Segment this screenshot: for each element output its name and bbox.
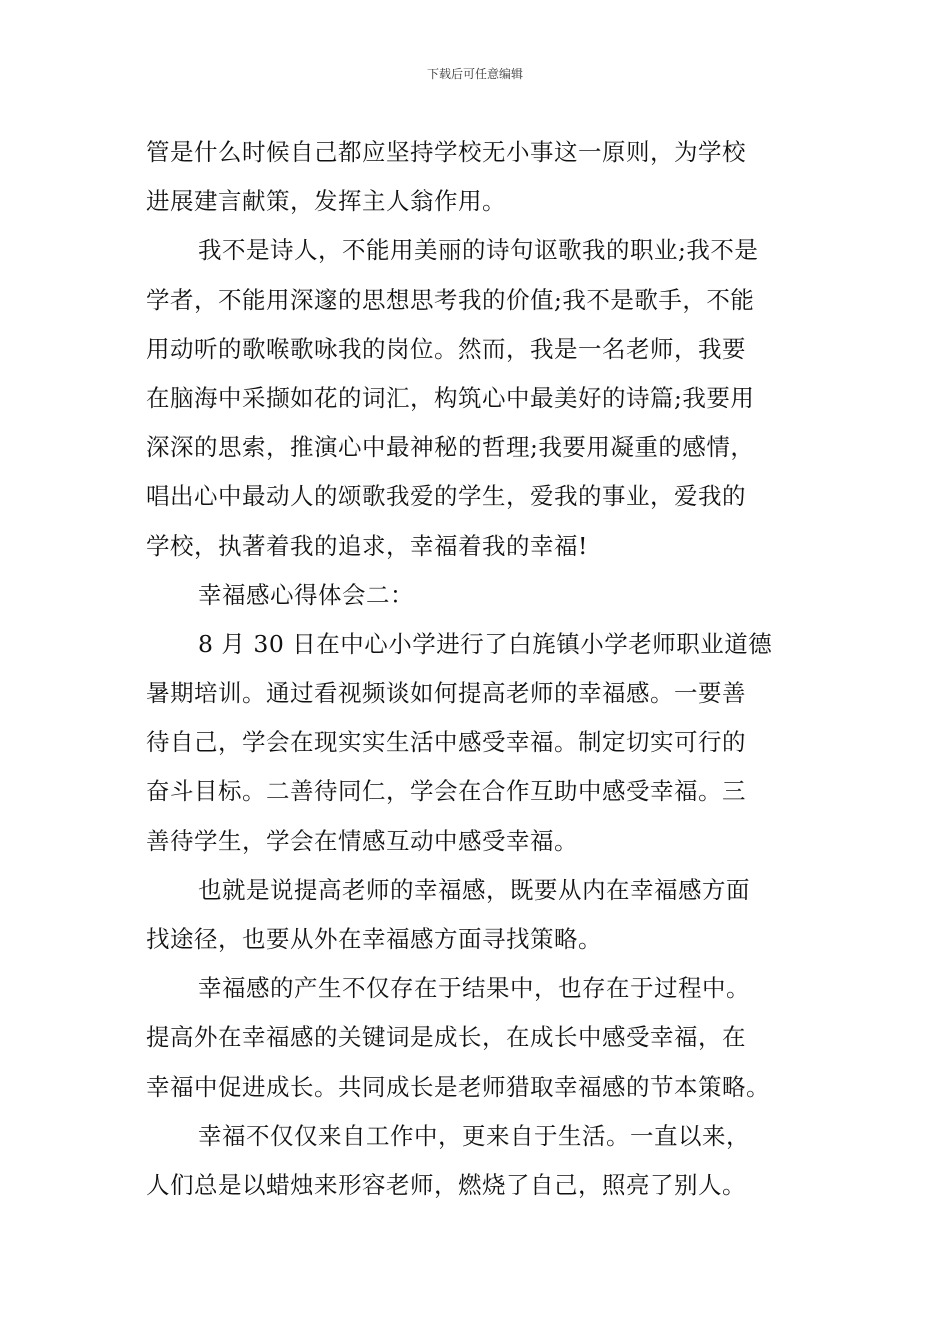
text-line: 幸福感的产生不仅存在于结果中，也存在于过程中。	[198, 974, 750, 1003]
text-line: 暑期培训。通过看视频谈如何提高老师的幸福感。一要善	[146, 679, 746, 708]
page-header: 下载后可任意编辑	[426, 67, 523, 81]
text-line: 幸福中促进成长。共同成长是老师猎取幸福感的节本策略。	[146, 1072, 770, 1101]
text-line: 幸福感心得体会二：	[198, 580, 414, 609]
text-line: 提高外在幸福感的关键词是成长，在成长中感受幸福，在	[146, 1023, 746, 1052]
text-line: 学校，执著着我的追求，幸福着我的幸福!	[146, 531, 588, 560]
text-line: 进展建言献策，发挥主人翁作用。	[146, 187, 506, 216]
text-line: 幸福不仅仅来自工作中，更来自于生活。一直以来，	[198, 1121, 750, 1150]
text-line: 用动听的歌喉歌咏我的岗位。然而，我是一名老师，我要	[146, 334, 746, 363]
document-body	[146, 128, 808, 1210]
text-line: 管是什么时候自己都应坚持学校无小事这一原则，为学校	[146, 138, 746, 166]
text-line: 深深的思索，推演心中最神秘的哲理;我要用凝重的感情，	[146, 433, 755, 462]
text-line: 唱出心中最动人的颂歌我爱的学生，爱我的事业，爱我的	[146, 482, 746, 511]
text-line: 待自己，学会在现实实生活中感受幸福。制定切实可行的	[146, 728, 746, 757]
text-line: 善待学生，学会在情感互动中感受幸福。	[146, 826, 578, 855]
text-line: 奋斗目标。二善待同仁，学会在合作互助中感受幸福。三	[146, 777, 746, 806]
text-line: 学者，不能用深邃的思想思考我的价值;我不是歌手，不能	[146, 285, 755, 314]
text-line: 8 月 30 日在中心小学进行了白旄镇小学老师职业道德	[198, 629, 773, 658]
text-line: 在脑海中采撷如花的词汇，构筑心中最美好的诗篇;我要用	[146, 383, 755, 412]
text-line: 也就是说提高老师的幸福感，既要从内在幸福感方面	[198, 875, 750, 904]
text-line: 我不是诗人，不能用美丽的诗句讴歌我的职业;我不是	[198, 236, 759, 265]
text-line: 人们总是以蜡烛来形容老师，燃烧了自己，照亮了别人。	[146, 1170, 746, 1199]
text-line: 找途径，也要从外在幸福感方面寻找策略。	[146, 925, 602, 953]
